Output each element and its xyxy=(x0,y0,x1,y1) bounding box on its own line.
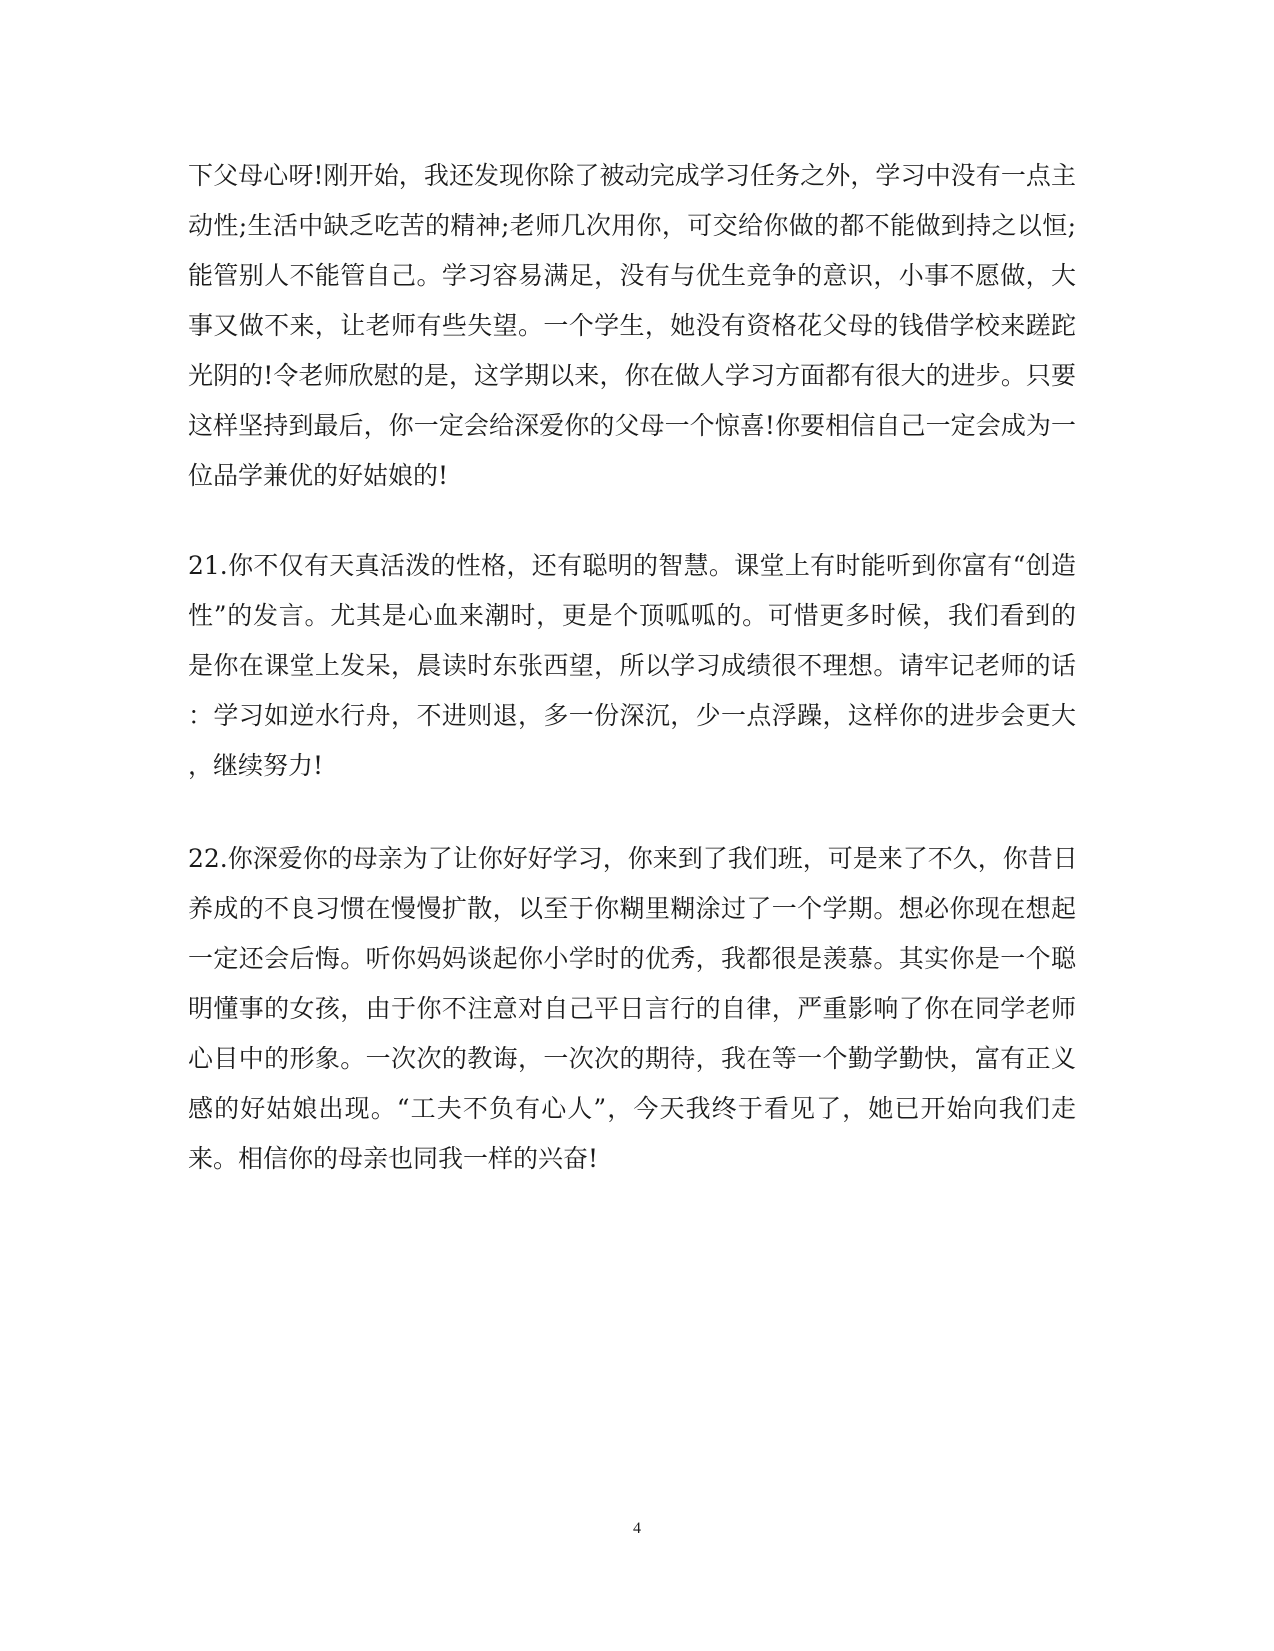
text-line: 明懂事的女孩，由于你不注意对自己平日言行的自律，严重影响了你在同学老师 xyxy=(188,994,1076,1023)
text-line: 来。相信你的母亲也同我一样的兴奋! xyxy=(188,1144,599,1173)
text-line: 这样坚持到最后，你一定会给深爱你的父母一个惊喜!你要相信自己一定会成为一 xyxy=(188,411,1076,440)
text-line: 一定还会后悔。听你妈妈谈起你小学时的优秀，我都很是羡慕。其实你是一个聪 xyxy=(188,944,1076,973)
text-line: 光阴的!令老师欣慰的是，这学期以来，你在做人学习方面都有很大的进步。只要 xyxy=(188,361,1076,390)
text-line: 养成的不良习惯在慢慢扩散，以至于你糊里糊涂过了一个学期。想必你现在想起 xyxy=(188,894,1076,923)
text-line: 是你在课堂上发呆，晨读时东张西望，所以学习成绩很不理想。请牢记老师的话 xyxy=(188,651,1076,680)
page-number: 4 xyxy=(633,1520,641,1537)
text-line: 21.你不仅有天真活泼的性格，还有聪明的智慧。课堂上有时能听到你富有“创造 xyxy=(188,551,1076,580)
text-line: 位品学兼优的好姑娘的! xyxy=(188,461,449,490)
text-line: 动性;生活中缺乏吃苦的精神;老师几次用你，可交给你做的都不能做到持之以恒; xyxy=(188,211,1076,240)
text-line: ，继续努力! xyxy=(188,751,324,780)
text-line: 事又做不来，让老师有些失望。一个学生，她没有资格花父母的钱借学校来蹉跎 xyxy=(188,311,1076,340)
text-line: 心目中的形象。一次次的教诲，一次次的期待，我在等一个勤学勤快，富有正义 xyxy=(188,1044,1076,1073)
paragraph-1 xyxy=(188,151,1076,501)
text-line: 22.你深爱你的母亲为了让你好好学习，你来到了我们班，可是来了不久，你昔日 xyxy=(188,844,1078,873)
text-line: 感的好姑娘出现。“工夫不负有心人”，今天我终于看见了，她已开始向我们走 xyxy=(188,1094,1076,1123)
text-line: ：学习如逆水行舟，不进则退，多一份深沉，少一点浮躁，这样你的进步会更大 xyxy=(188,701,1076,730)
paragraph-21 xyxy=(188,541,1076,791)
text-line: 下父母心呀!刚开始，我还发现你除了被动完成学习任务之外，学习中没有一点主 xyxy=(188,161,1076,190)
text-line: 能管别人不能管自己。学习容易满足，没有与优生竞争的意识，小事不愿做，大 xyxy=(188,261,1076,290)
paragraph-22 xyxy=(188,834,1076,1184)
text-line: 性”的发言。尤其是心血来潮时，更是个顶呱呱的。可惜更多时候，我们看到的 xyxy=(188,601,1076,630)
